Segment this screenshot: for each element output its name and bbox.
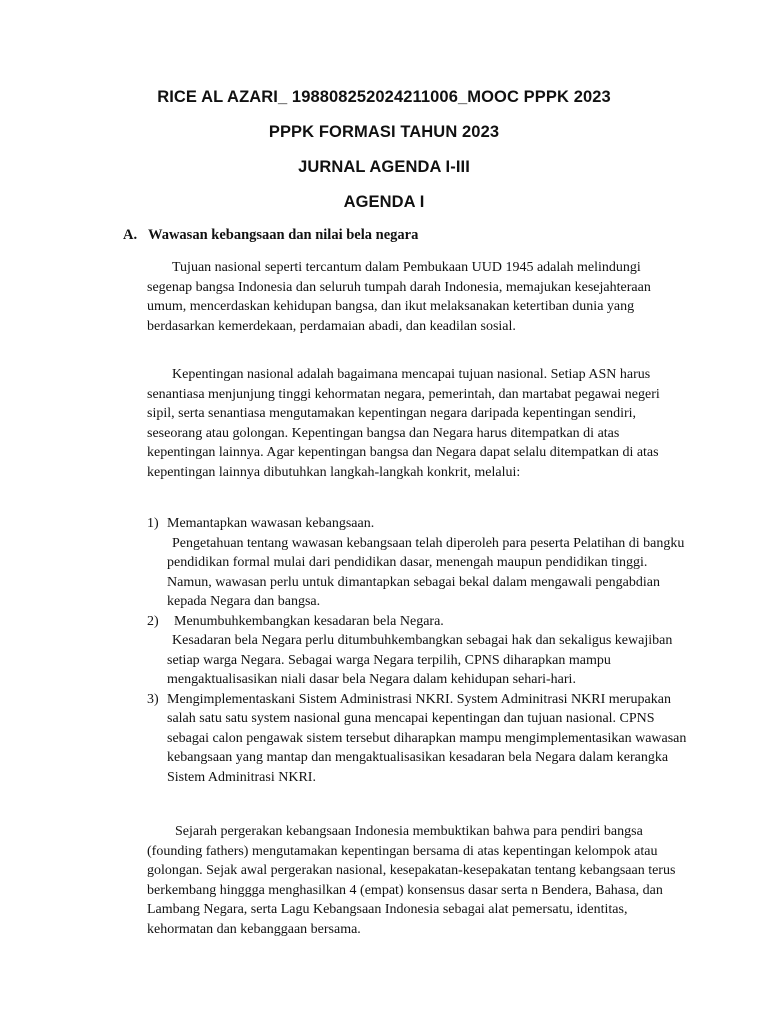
paragraph-national-interest: Kepentingan nasional adalah bagaimana mencapai tujuan nasional. Setiap ASN harus senantiasa menjunjung tinggi kehormatan negara, pemerintah, dan martabat pegawai negeri sipil, serta senantiasa mengutamakan kepentingan negara daripada kepentingan sendiri, seseorang atau golongan. Kepentingan bangsa dan Negara harus ditempatkan di atas kepentingan lainnya. Agar kepentingan bangsa dan Negara dapat selalu ditempatkan di atas kepentingan lainnya dibutuhkan langkah-langkah konkrit, melalui:: [147, 367, 660, 480]
list-item: [147, 612, 687, 690]
list-item-description: Pengetahuan tentang wawasan kebangsaan telah diperoleh para peserta Pelatihan di bangku pendidikan formal mulai dari pendidikan dasar, menengah maupun pendidikan tinggi. Namun, wawasan perlu untuk dimantapkan sebagai bekal dalam mengawali pengabdian kepada Negara dan bangsa.: [167, 535, 685, 609]
paragraph-history: Sejarah pergerakan kebangsaan Indonesia membuktikan bahwa para pendiri bangsa (founding fathers) mengutamakan kepentingan bersama di atas kepentingan kelompok atau golongan. Sejak awal pergerakan nasional, kesepakatan-kesepakatan tentang kebangsaan terus berkembang hinggga menghasilkan 4 (empat) konsensus dasar serta n Bendera, Bahasa, dan Lambang Negara, serta Lagu Kebangsaan Indonesia sebagai alat pemersatu, identitas, kehormatan dan kebanggaan bersama.: [147, 824, 676, 937]
list-item: [147, 514, 687, 612]
section-marker: A.: [123, 227, 138, 243]
list-item-number: 2): [147, 613, 159, 629]
section-title: Wawasan kebangsaan dan nilai bela negara: [148, 227, 419, 243]
list-item-number: 3): [147, 691, 159, 707]
document-title-agenda: AGENDA I: [343, 193, 425, 211]
list-item-heading: Memantapkan wawasan kebangsaan.: [167, 516, 375, 531]
list-item: [147, 690, 687, 788]
list-item-number: 1): [147, 516, 159, 531]
document-title-author: RICE AL AZARI_ 198808252024211006_MOOC PPPK 2023: [157, 88, 611, 106]
steps-list: [147, 514, 687, 787]
list-item-description: Kesadaran bela Negara perlu ditumbuhkembangkan sebagai hak dan sekaligus kewajiban setiap warga Negara. Sebagai warga Negara terpilih, CPNS diharapkan mampu mengaktualisasikan niali dasar bela Negara dalam kehidupan sehari-hari.: [167, 633, 673, 687]
document-title-formation: PPPK FORMASI TAHUN 2023: [268, 123, 500, 141]
list-item-heading: Mengimplementaskani Sistem Administrasi NKRI. System Adminitrasi NKRI merupakan salah satu satu system nasional guna mencapai kepentingan dan tujuan nasional. CPNS sebagai calon pengawak sistem tersebut diharapkan mampu mengimplementasikan wawasan kebangsaan yang mantap dan mengaktualisasikan kesadaran bela Negara dalam kerangka Sistem Adminitrasi NKRI.: [167, 691, 687, 785]
list-item-heading: Menumbuhkembangkan kesadaran bela Negara.: [174, 613, 444, 629]
section-heading: [123, 227, 418, 244]
paragraph-national-goals: Tujuan nasional seperti tercantum dalam Pembukaan UUD 1945 adalah melindungi segenap bangsa Indonesia dan seluruh tumpah darah Indonesia, memajukan kesejahteraan umum, mencerdaskan kehidupan bangsa, dan ikut melaksanakan ketertiban dunia yang berdasarkan kemerdekaan, perdamaian abadi, dan keadilan sosial.: [147, 260, 651, 334]
document-title-journal: JURNAL AGENDA I-III: [298, 158, 470, 176]
